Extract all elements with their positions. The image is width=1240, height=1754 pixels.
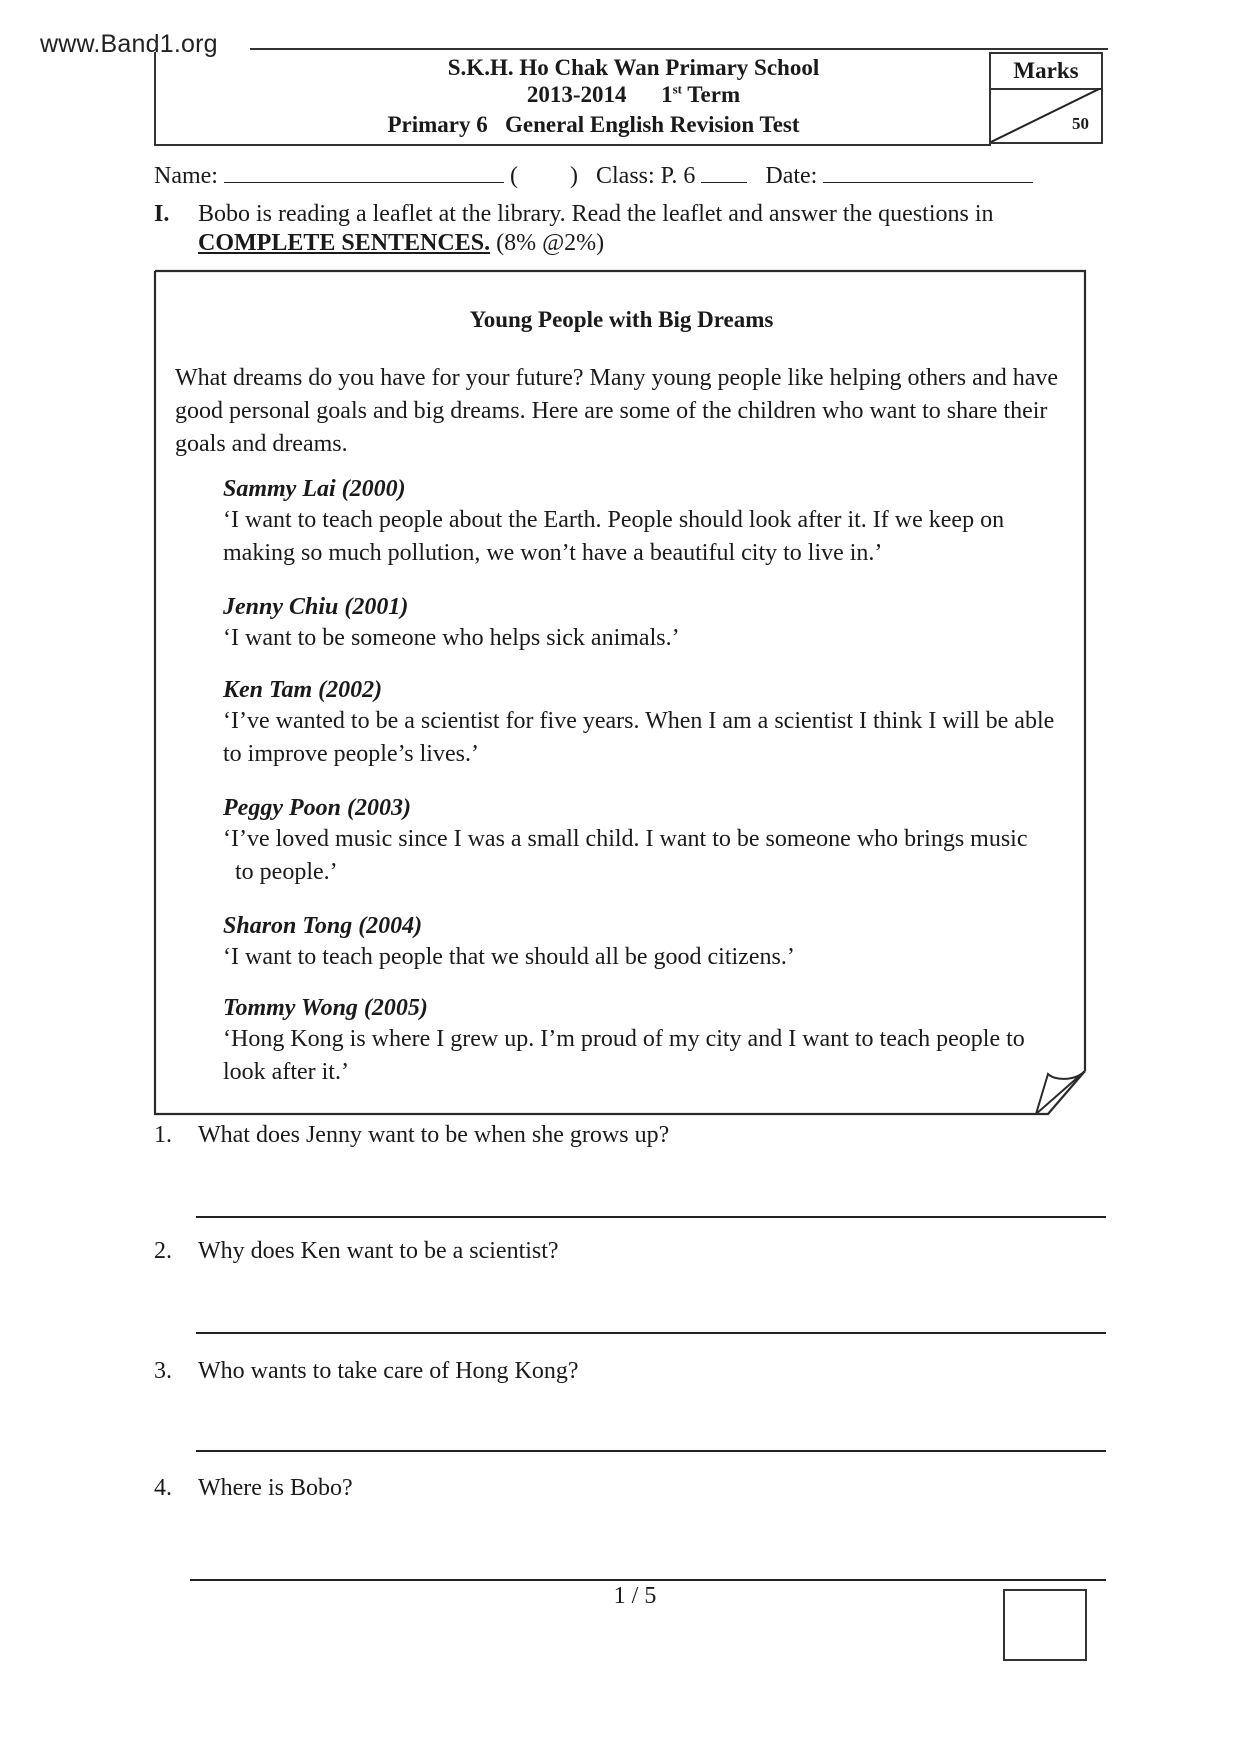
question-number: 3.	[154, 1358, 172, 1384]
section-number: I.	[154, 201, 170, 227]
leaflet-intro: What dreams do you have for your future? Many young people like helping others and have good personal goals and big dreams. Here are some of the children who want to share their goals and dreams.	[175, 365, 1059, 457]
question-number: 1.	[154, 1122, 172, 1148]
leaflet-entry	[223, 793, 1063, 889]
question-number: 4.	[154, 1475, 172, 1501]
class-number-close-paren: )	[569, 163, 578, 189]
footer-rule	[190, 1579, 1106, 1581]
leaflet-entry	[223, 993, 1063, 1089]
marks-total: 50	[1072, 114, 1089, 133]
entry-quote: ‘I want to be someone who helps sick animals.’	[223, 625, 680, 651]
entry-name: Sharon Tong (2004)	[223, 913, 423, 939]
question-text: Why does Ken want to be a scientist?	[198, 1238, 559, 1264]
answer-line-1[interactable]	[196, 1216, 1106, 1218]
name-field[interactable]	[224, 162, 504, 183]
instruction-text: Bobo is reading a leaflet at the library. Read the leaflet and answer the questions in	[198, 201, 994, 227]
entry-name: Peggy Poon (2003)	[223, 795, 411, 821]
header-top-rule	[250, 48, 1108, 50]
school-name: S.K.H. Ho Chak Wan Primary School	[447, 55, 820, 80]
entry-name: Jenny Chiu (2001)	[223, 594, 409, 620]
term-suffix: st	[672, 81, 682, 97]
entry-name: Tommy Wong (2005)	[223, 995, 428, 1021]
date-field[interactable]	[823, 162, 1033, 183]
entry-quote: ‘I want to teach people that we should all be good citizens.’	[223, 944, 795, 970]
grade-level: Primary 6	[387, 112, 488, 137]
term-word: Term	[687, 82, 741, 107]
marks-label: Marks	[991, 54, 1101, 90]
student-info-row	[154, 162, 1033, 190]
answer-line-3[interactable]	[196, 1450, 1106, 1452]
section-instruction	[154, 200, 1074, 258]
entry-quote: ‘I want to teach people about the Earth. People should look after it. If we keep on making so much pollution, we won’t have a beautiful city to live in.’	[223, 507, 1005, 566]
question-text: What does Jenny want to be when she grows up?	[198, 1122, 670, 1148]
marks-box	[989, 52, 1103, 144]
answer-line-2[interactable]	[196, 1332, 1106, 1334]
class-number-field[interactable]	[524, 163, 564, 183]
leaflet-title: Young People with Big Dreams	[469, 307, 774, 332]
class-field[interactable]	[701, 162, 747, 183]
leaflet-entry	[223, 911, 1063, 974]
page-score-box[interactable]	[1003, 1589, 1087, 1661]
test-name: General English Revision Test	[504, 112, 800, 137]
name-label: Name:	[154, 163, 218, 189]
section-marks: (8% @2%)	[496, 230, 605, 256]
exam-term	[276, 82, 991, 108]
term-number: 1	[661, 82, 673, 107]
leaflet-entry	[223, 675, 1063, 771]
entry-quote-line1: ‘I’ve loved music since I was a small child. I want to be someone who brings music	[223, 826, 1028, 852]
academic-year: 2013-2014	[526, 82, 627, 107]
watermark: www.Band1.org	[40, 30, 218, 58]
entry-quote: ‘Hong Kong is where I grew up. I’m proud of my city and I want to teach people to look after it.’	[223, 1026, 1025, 1085]
question-number: 2.	[154, 1238, 172, 1264]
class-label: Class: P. 6	[595, 163, 696, 189]
question-text: Who wants to take care of Hong Kong?	[198, 1358, 579, 1384]
entry-name: Ken Tam (2002)	[223, 677, 383, 703]
entry-quote: ‘I’ve wanted to be a scientist for five years. When I am a scientist I think I will be able to improve people’s lives.’	[223, 708, 1055, 767]
entry-name: Sammy Lai (2000)	[223, 476, 406, 502]
page-number: 1 / 5	[613, 1583, 657, 1609]
exam-title	[196, 112, 991, 138]
entry-quote-line2: to people.’	[235, 859, 338, 885]
date-label: Date:	[765, 163, 818, 189]
exam-header	[154, 52, 991, 146]
leaflet-entry	[223, 474, 1063, 570]
class-number-open-paren: (	[509, 163, 518, 189]
question-text: Where is Bobo?	[198, 1475, 353, 1501]
instruction-emphasis: COMPLETE SENTENCES.	[198, 230, 491, 256]
leaflet-entry	[223, 592, 1063, 655]
